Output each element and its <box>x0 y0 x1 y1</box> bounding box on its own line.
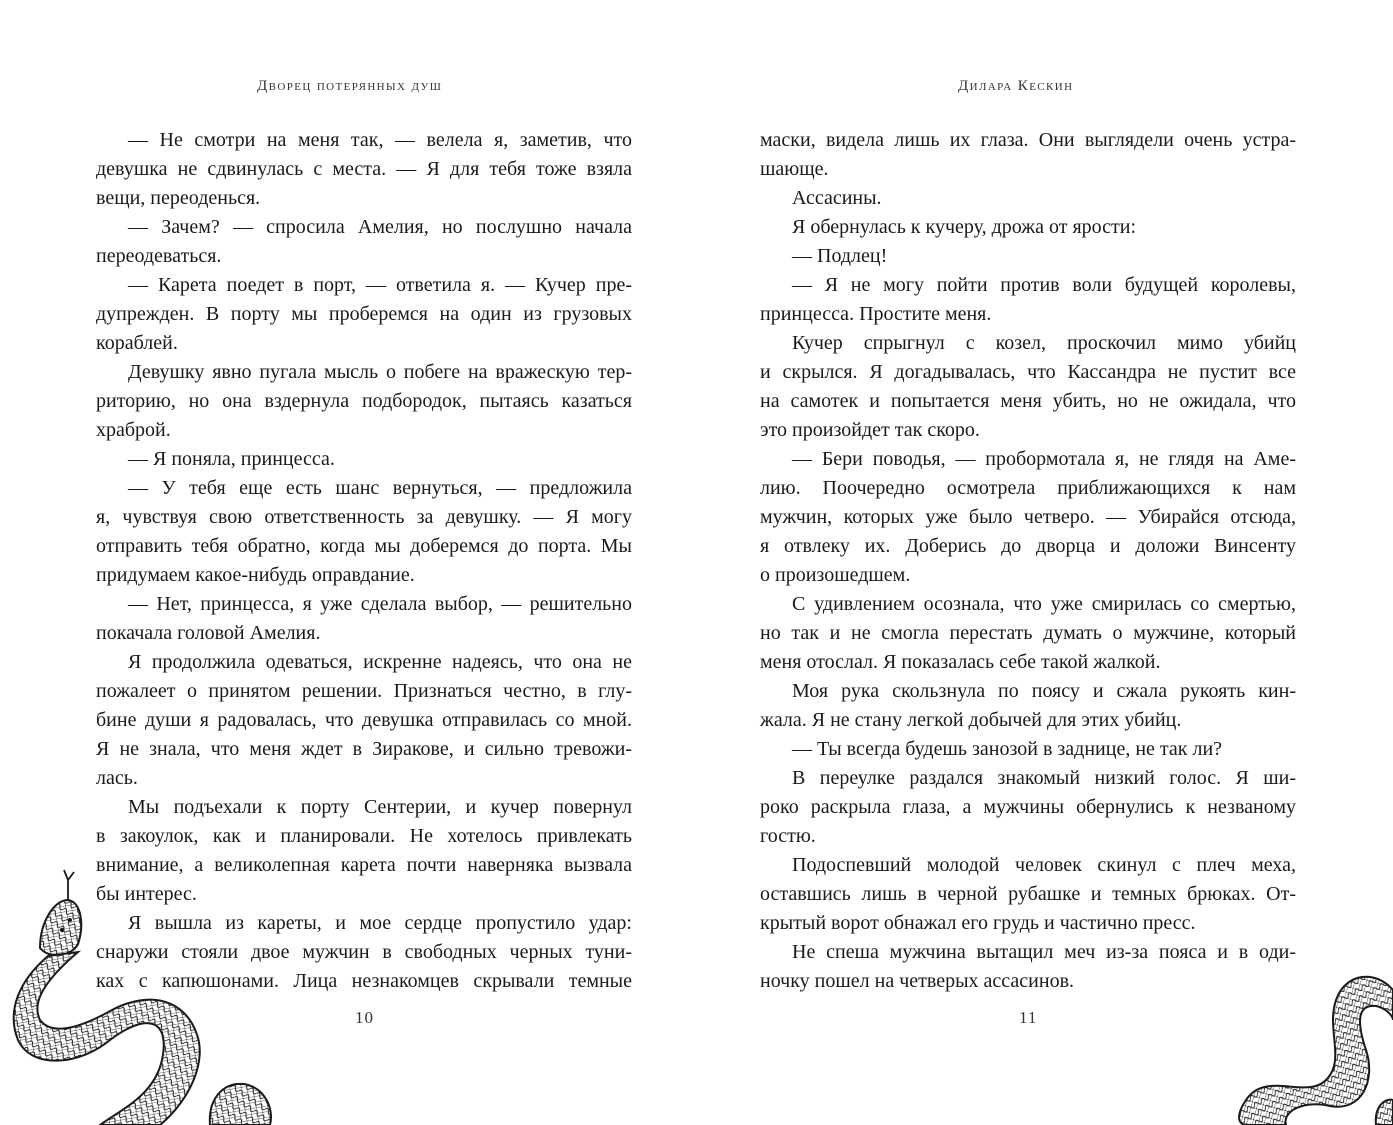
text-line: оставшись лишь в черной рубашке и темных брюках. От- <box>760 883 1296 905</box>
text-line: — Зачем? — спросила Амелия, но послушно начала <box>128 216 632 238</box>
text-line: на самотек и попытается меня убить, но не ожидала, что <box>760 390 1296 412</box>
text-line: — Подлец! <box>792 245 888 267</box>
text-line: ночку пошел на четверых ассасинов. <box>760 970 1075 992</box>
text-line: меня отослал. Я показалась себе такой жалкой. <box>760 651 1161 673</box>
text-line: — Я не могу пойти против воли будущей королевы, <box>792 274 1296 296</box>
text-line: Моя рука скользнула по поясу и сжала рукоять кин- <box>792 680 1296 702</box>
text-line: в закоулок, как и планировали. Не хотелось привлекать <box>96 825 632 847</box>
text-line: вещи, переоденься. <box>96 187 261 209</box>
text-line: девушка не сдвинулась с места. — Я для тебя тоже взяла <box>96 158 632 180</box>
text-line: это произойдет так скоро. <box>760 419 980 441</box>
text-line: — Нет, принцесса, я уже сделала выбор, — решительно <box>128 593 632 615</box>
running-head-title: Дворец потерянных душ <box>257 78 443 94</box>
text-line: снаружи стояли двое мужчин в свободных черных туни- <box>96 941 632 963</box>
text-line: крытый ворот обнажал его грудь и частично пресс. <box>760 912 1196 934</box>
text-line: Ассасины. <box>792 187 882 209</box>
page-number: 10 <box>355 1008 374 1027</box>
text-line: я, чувствуя свою ответственность за девушку. — Я могу <box>96 506 632 528</box>
text-line: роко раскрыла глаза, а мужчины обернулись к незваному <box>760 796 1296 818</box>
text-line: отправить тебя обратно, когда мы доберемся до порта. Мы <box>96 535 632 557</box>
text-line: шающе. <box>760 158 829 180</box>
text-line: — Ты всегда будешь занозой в заднице, не так ли? <box>792 738 1223 760</box>
text-line: — У тебя еще есть шанс вернуться, — предложила <box>128 477 632 499</box>
text-line: жала. Я не стану легкой добычей для этих убийц. <box>760 709 1182 731</box>
text-line: но так и не смогла перестать думать о мужчине, который <box>760 622 1296 644</box>
text-line: покачала головой Амелия. <box>96 622 321 644</box>
text-line: Мы подъехали к порту Сентерии, и кучер повернул <box>128 796 632 818</box>
text-line: бине души я радовалась, что девушка отправилась со мной. <box>96 709 632 731</box>
text-line: внимание, а великолепная карета почти наверняка вызвала <box>96 854 632 876</box>
text-line: маски, видела лишь их глаза. Они выглядели очень устра- <box>760 129 1296 151</box>
text-line: бы интерес. <box>96 883 197 905</box>
text-line: лась. <box>96 767 138 789</box>
text-line: и скрылся. Я догадывалась, что Кассандра не пустит все <box>760 361 1296 383</box>
text-line: ках с капюшонами. Лица незнакомцев скрывали темные <box>96 970 632 992</box>
text-line: риторию, но она вздернула подбородок, пытаясь казаться <box>96 390 632 412</box>
right-page <box>696 0 1393 1125</box>
text-line: я отвлеку их. Доберись до дворца и доложи Винсенту <box>760 535 1296 557</box>
running-head-author: Дилара Кескин <box>958 78 1074 94</box>
text-line: Я вышла из кареты, и мое сердце пропустило удар: <box>128 912 632 934</box>
text-line: храброй. <box>96 419 171 441</box>
text-line: Подоспевший молодой человек скинул с плеч меха, <box>792 854 1296 876</box>
text-line: Не спеша мужчина вытащил меч из-за пояса и в оди- <box>792 941 1296 963</box>
text-line: кораблей. <box>96 332 178 354</box>
text-line: Кучер спрыгнул с козел, проскочил мимо убийц <box>792 332 1296 354</box>
text-line: Девушку явно пугала мысль о побеге на вражескую тер- <box>128 361 632 383</box>
text-line: пожалеет о принятом решении. Признаться честно, в глу- <box>96 680 632 702</box>
snake-illustration-icon <box>0 860 290 1125</box>
text-line: Я продолжила одеваться, искренне надеясь, что она не <box>128 651 632 673</box>
text-line: о произошедшем. <box>760 564 911 586</box>
text-line: лию. Поочередно осмотрела приближающихся к нам <box>760 477 1296 499</box>
text-line: Я не знала, что меня ждет в Зиракове, и сильно тревожи- <box>96 738 632 760</box>
text-line: принцесса. Простите меня. <box>760 303 992 325</box>
text-line: С удивлением осознала, что уже смирилась со смертью, <box>792 593 1296 615</box>
text-line: — Карета поедет в порт, — ответила я. — Кучер пре- <box>128 274 632 296</box>
text-line: мужчин, которых уже было четверо. — Убирайся отсюда, <box>760 506 1296 528</box>
body-text <box>760 126 1296 996</box>
text-line: дупрежден. В порту мы проберемся на один из грузовых <box>96 303 632 325</box>
text-line: придумаем какое-нибудь оправдание. <box>96 564 415 586</box>
text-line: Я обернулась к кучеру, дрожа от ярости: <box>792 216 1137 238</box>
text-line: В переулке раздался знакомый низкий голос. Я ши- <box>792 767 1296 789</box>
text-line: переодеваться. <box>96 245 222 267</box>
text-line: — Не смотри на меня так, — велела я, заметив, что <box>128 129 632 151</box>
text-line: — Бери поводья, — пробормотала я, не глядя на Аме- <box>792 448 1296 470</box>
text-line: гостю. <box>760 825 816 847</box>
page-number: 11 <box>1019 1008 1038 1027</box>
snake-illustration-icon <box>1226 960 1393 1125</box>
text-line: — Я поняла, принцесса. <box>128 448 335 470</box>
left-page <box>0 0 696 1125</box>
